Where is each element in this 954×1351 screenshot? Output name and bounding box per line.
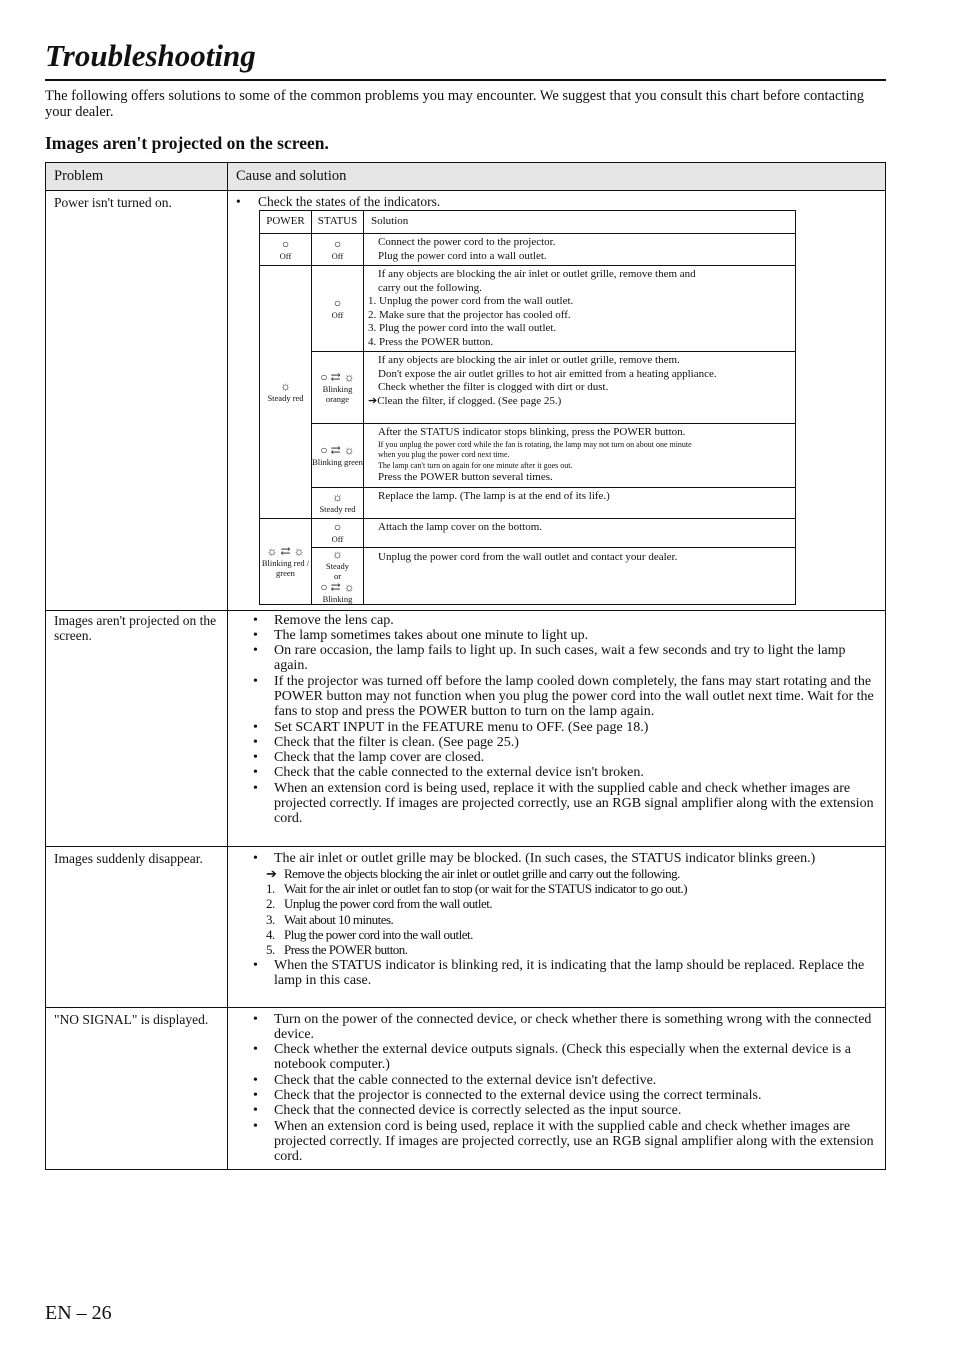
led-blinking-icon: ○ ⇄ ☼ <box>320 579 355 594</box>
list-item: • Check that the cable connected to the external device isn't broken. <box>228 765 877 780</box>
led-off-icon: ○ <box>333 296 342 310</box>
header-cause: Cause and solution <box>228 163 886 191</box>
power-blinking-rg-cell <box>260 518 312 604</box>
indicator-row <box>260 424 796 488</box>
problem-cell: Power isn't turned on. <box>46 191 228 611</box>
cause-cell <box>228 191 886 611</box>
status-blinking-green-cell <box>312 424 364 488</box>
solution-line: 1. Unplug the power cord from the wall outlet. <box>368 295 574 307</box>
table-header-row <box>46 163 886 191</box>
list-item: • If the projector was turned off before the lamp cooled down completely, the fans may start rotating and the POWER button may not function when you plug the power cord into the wall outlet next time. Wait for the fans to stop and press the POWER button to turn on the lamp again. <box>228 674 877 720</box>
solution-cell <box>364 487 796 518</box>
procedure-block <box>228 866 877 958</box>
indicator-row <box>260 352 796 424</box>
procedure-step <box>228 881 877 896</box>
list-item: • Turn on the power of the connected device, or check whether there is something wrong with the connected device. <box>228 1012 877 1043</box>
led-lit-icon: ☼ <box>280 379 291 394</box>
indicator-label: Blinking red / green <box>261 557 310 578</box>
list-item: • Set SCART INPUT in the FEATURE menu to OFF. (See page 18.) <box>228 720 877 735</box>
list-item: • On rare occasion, the lamp fails to light up. In such cases, wait a few seconds and try to light the lamp again. <box>228 643 877 674</box>
led-off-icon: ○ <box>281 237 290 251</box>
status-off-cell <box>312 266 364 352</box>
list-item: • The lamp sometimes takes about one minute to light up. <box>228 628 877 643</box>
table-row <box>46 610 886 846</box>
solution-cell <box>364 234 796 266</box>
step-text: Wait for the air inlet or outlet fan to stop (or wait for the STATUS indicator to go out.) <box>284 881 688 897</box>
solution-note: The lamp can't turn on again for one minute after it goes out. <box>378 460 573 470</box>
solution-cell <box>364 352 796 424</box>
solution-line: Don't expose the air outlet grilles to hot air emitted from a heating appliance. <box>378 367 717 380</box>
led-off-icon: ○ <box>333 520 342 534</box>
problem-cell: Images aren't projected on the screen. <box>46 610 228 846</box>
indicator-label: Off <box>279 251 292 261</box>
step-text: Wait about 10 minutes. <box>284 911 394 927</box>
indicator-row <box>260 266 796 352</box>
status-blinking-orange-cell <box>312 352 364 424</box>
problem-cell: "NO SIGNAL" is displayed. <box>46 1007 228 1170</box>
table-row <box>46 846 886 1007</box>
solution-line: Attach the lamp cover on the bottom. <box>378 520 543 533</box>
step-number: 4. <box>266 926 275 942</box>
solution-list <box>228 613 877 827</box>
indicator-label: Steady red <box>267 393 304 404</box>
page-number: EN – 26 <box>45 1302 112 1324</box>
indicator-label: or <box>333 570 342 581</box>
step-number: 1. <box>266 881 275 897</box>
step-text: Plug the power cord into the wall outlet. <box>284 926 473 942</box>
indicator-label: Steady <box>325 560 350 571</box>
section-heading: Images aren't projected on the screen. <box>45 133 329 153</box>
indicator-label: Off <box>331 534 344 544</box>
solution-list <box>228 958 877 989</box>
solution-line: Replace the lamp. (The lamp is at the end of its life.) <box>378 489 610 502</box>
indicator-row <box>260 234 796 266</box>
header-status: STATUS <box>312 211 364 234</box>
solution-list <box>228 1012 877 1165</box>
table-row <box>46 1007 886 1170</box>
solution-cell <box>364 518 796 547</box>
solution-cell <box>364 547 796 604</box>
indicator-label: Off <box>331 310 344 320</box>
indicator-label: Blinking orange <box>322 384 353 404</box>
solution-line: If any objects are blocking the air inlet or outlet grille, remove them and <box>378 268 696 280</box>
indicator-header-row <box>260 211 796 234</box>
step-text: Unplug the power cord from the wall outlet. <box>284 896 493 912</box>
led-blinking-icon: ☼ ⇄ ☼ <box>266 543 305 558</box>
solution-line: 3. Plug the power cord into the wall outlet. <box>368 322 557 334</box>
list-item: • The air inlet or outlet grille may be blocked. (In such cases, the STATUS indicator blinks green.) <box>228 851 877 866</box>
indicator-row <box>260 547 796 604</box>
solution-line: Plug the power cord into a wall outlet. <box>378 249 547 262</box>
list-item: • Check that the connected device is correctly selected as the input source. <box>228 1103 877 1118</box>
header-solution: Solution <box>364 211 796 234</box>
step-number: 2. <box>266 896 275 912</box>
solution-note: If you unplug the power cord while the fan is rotating, the lamp may not turn on about one minute <box>378 439 692 449</box>
indicator-label: Off <box>331 251 344 261</box>
page-title: Troubleshooting <box>45 38 256 73</box>
led-blinking-icon: ○ ⇄ ☼ <box>320 370 355 384</box>
solution-cell <box>364 266 796 352</box>
arrow-icon: ➔ <box>266 865 277 881</box>
step-number: 5. <box>266 942 275 958</box>
solution-list <box>228 851 877 866</box>
status-steady-or-blinking-cell <box>312 547 364 604</box>
problem-cell: Images suddenly disappear. <box>46 846 228 1007</box>
list-item: • Check that the lamp cover are closed. <box>228 750 877 765</box>
indicator-row <box>260 518 796 547</box>
procedure-step <box>228 896 877 911</box>
solution-line: Unplug the power cord from the wall outlet and contact your dealer. <box>378 550 678 563</box>
list-item: • Check that the cable connected to the external device isn't defective. <box>228 1073 877 1088</box>
indicator-label: Steady red <box>319 504 356 514</box>
indicator-label: Blinking <box>322 593 353 604</box>
power-steady-red-cell <box>260 266 312 519</box>
list-item: • When the STATUS indicator is blinking red, it is indicating that the lamp should be replaced. Replace the lamp in this case. <box>228 958 877 989</box>
step-text: Press the POWER button. <box>284 942 408 958</box>
status-off-cell <box>312 234 364 266</box>
solution-line: If any objects are blocking the air inlet or outlet grille, remove them. <box>378 354 680 366</box>
status-steady-red-cell <box>312 487 364 518</box>
header-power: POWER <box>260 211 312 234</box>
cause-cell <box>228 610 886 846</box>
solution-cell <box>364 424 796 488</box>
table-row <box>46 191 886 611</box>
led-lit-icon: ☼ <box>332 490 343 504</box>
status-off-cell <box>312 518 364 547</box>
led-blinking-icon: ○ ⇄ ☼ <box>320 442 355 457</box>
solution-line: 2. Make sure that the projector has cooled off. <box>368 308 571 321</box>
cause-cell <box>228 1007 886 1170</box>
intro-paragraph: The following offers solutions to some of the common problems you may encounter. We suggest that you consult this chart before contacting your dealer. <box>45 88 864 120</box>
procedure-step <box>228 942 877 957</box>
indicator-table <box>259 210 796 605</box>
solution-line: carry out the following. <box>378 281 482 294</box>
list-item: • When an extension cord is being used, replace it with the supplied cable and check whether images are projected correctly. If images are projected correctly, use an RGB signal amplifier along with the extension cord. <box>228 1119 877 1165</box>
solution-line: 4. Press the POWER button. <box>368 335 494 348</box>
indicator-row <box>260 487 796 518</box>
procedure-step <box>228 927 877 942</box>
solution-line: Press the POWER button several times. <box>378 471 553 483</box>
solution-note: when you plug the power cord next time. <box>378 450 510 459</box>
procedure-text: Remove the objects blocking the air inlet or outlet grille and carry out the following. <box>284 865 680 881</box>
list-item: • When an extension cord is being used, replace it with the supplied cable and check whether images are projected correctly. If images are projected correctly, use an RGB signal amplifier along with the extension cord. <box>228 781 877 827</box>
list-item: • Check whether the external device outputs signals. (Check this especially when the external device is a notebook computer.) <box>228 1042 877 1073</box>
check-indicators-text: • Check the states of the indicators. <box>236 194 877 209</box>
step-number: 3. <box>266 911 275 927</box>
header-problem: Problem <box>46 163 228 191</box>
solution-line: ➔Clean the filter, if clogged. (See page 25.) <box>368 394 562 407</box>
indicator-label: Blinking green <box>312 456 363 467</box>
procedure-step <box>228 912 877 927</box>
list-item: • Check that the projector is connected to the external device using the correct terminals. <box>228 1088 877 1103</box>
list-item: • Check that the filter is clean. (See page 25.) <box>228 735 877 750</box>
solution-line: Connect the power cord to the projector. <box>378 236 556 248</box>
solution-line: Check whether the filter is clogged with dirt or dust. <box>378 381 609 393</box>
procedure-arrow-line <box>228 866 877 881</box>
troubleshooting-table <box>45 162 886 1170</box>
title-rule <box>45 79 886 81</box>
power-off-cell <box>260 234 312 266</box>
led-off-icon: ○ <box>333 237 342 251</box>
led-lit-icon: ☼ <box>332 546 343 561</box>
cause-cell <box>228 846 886 1007</box>
solution-line: After the STATUS indicator stops blinking, press the POWER button. <box>378 426 686 438</box>
list-item: • Remove the lens cap. <box>228 613 877 628</box>
